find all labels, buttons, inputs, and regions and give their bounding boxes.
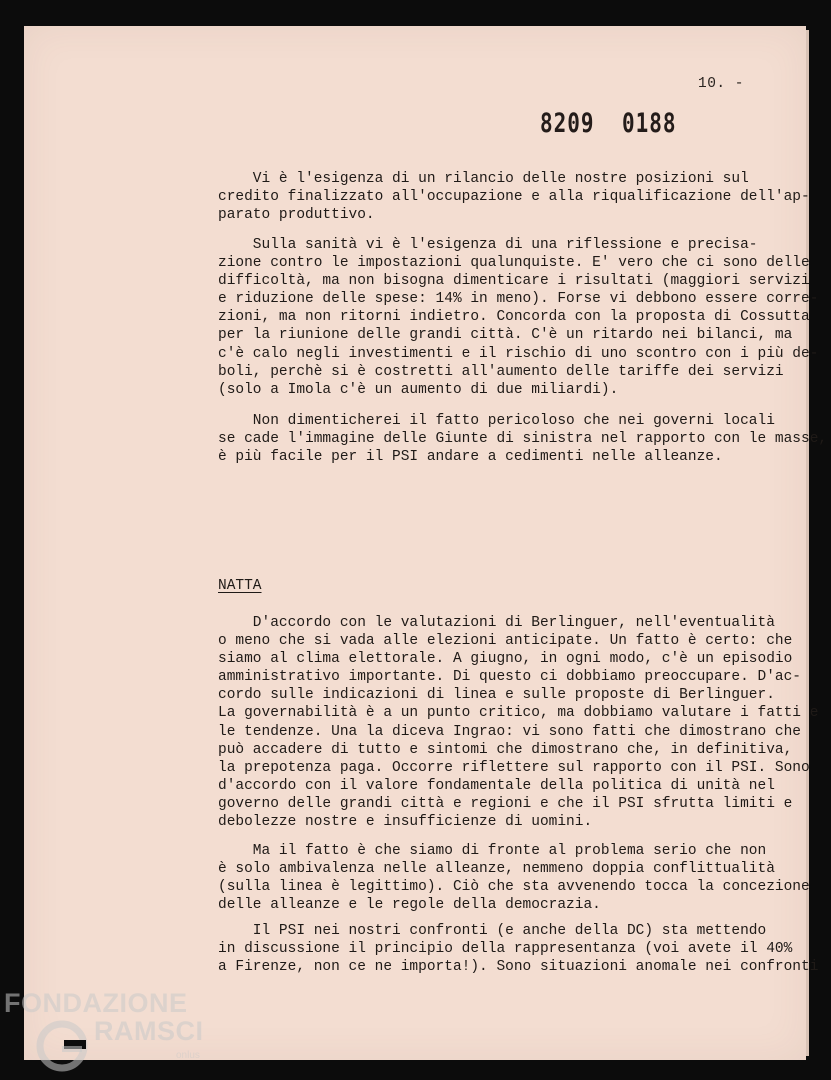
watermark-line1: FONDAZIONE bbox=[4, 988, 188, 1018]
paragraph-health: Sulla sanità vi è l'esigenza di una riflessione e precisa- zione contro le impostazioni qualunquiste. E' vero che ci sono delle difficoltà, ma non bisogna dimenticare i risultati (maggiori servizi e riduzione delle spese: 14% in meno). Forse vi debbono essere corre- zioni, ma non ritorni indietro. Concorda con la proposta di Cossutta per la riunione delle grandi città. C'è un ritardo nei bilanci, ma c'è calo negli investimenti e il rischio di uno scontro con i più de- boli, perchè si è costretti all'aumento delle tariffe dei servizi (solo a Imola c'è un aumento di due miliardi). bbox=[218, 237, 819, 398]
archive-stamp-number: 0188 bbox=[622, 108, 677, 138]
paragraph-local-government: Non dimenticherei il fatto pericoloso che nei governi locali se cade l'immagine delle Giunte di sinistra nel rapporto con le masse, è più facile per il PSI andare a cedimenti nelle alleanze. bbox=[218, 413, 828, 466]
page-number: 10. - bbox=[698, 76, 745, 92]
paragraph-alliances: Ma il fatto è che siamo di fronte al problema serio che non è solo ambivalenza nelle alleanze, nemmeno doppia conflittualità (sulla linea è legittimo). Ciò che sta avvenendo tocca la concezione delle alleanze e le regole della democrazia. bbox=[218, 843, 810, 914]
speaker-heading: NATTA bbox=[218, 578, 262, 594]
fondazione-gramsci-watermark bbox=[4, 988, 244, 1074]
watermark-sub: onlus bbox=[176, 1050, 200, 1061]
paragraph-representation: Il PSI nei nostri confronti (e anche della DC) sta mettendo in discussione il principio della rappresentanza (voi avete il 40% a Firenze, non ce ne importa!). Sono situazioni anomale nei confronti bbox=[218, 923, 819, 976]
archive-stamp-number: 8209 bbox=[540, 108, 595, 138]
paragraph-credit: Vi è l'esigenza di un rilancio delle nostre posizioni sul credito finalizzato all'occupazione e alla riqualificazione dell'ap- parato produttivo. bbox=[218, 171, 810, 224]
watermark-line2: RAMSCI bbox=[94, 1016, 204, 1046]
watermark-g-logo-icon bbox=[34, 1018, 90, 1074]
paragraph-natta-intro: D'accordo con le valutazioni di Berlinguer, nell'eventualità o meno che si vada alle elezioni anticipate. Un fatto è certo: che siamo al clima elettorale. A giugno, in ogni modo, c'è un episodio amministrativo importante. Di questo ci dobbiamo preoccupare. D'ac- cordo sulle indicazioni di linea e sulle proposte di Berlinguer. La governabilità è a un punto critico, ma dobbiamo valutare i fatti e le tendenze. Una la diceva Ingrao: vi sono fatti che dimostrano che può accadere di tutto e sintomi che dimostrano che, in definitiva, la prepotenza paga. Occorre riflettere sul rapporto con il PSI. Sono d'accordo con il valore fondamentale della politica di unità nel governo delle grandi città e regioni e che il PSI sfrutta limiti e debolezze nostre e insufficienze di uomini. bbox=[218, 615, 819, 831]
